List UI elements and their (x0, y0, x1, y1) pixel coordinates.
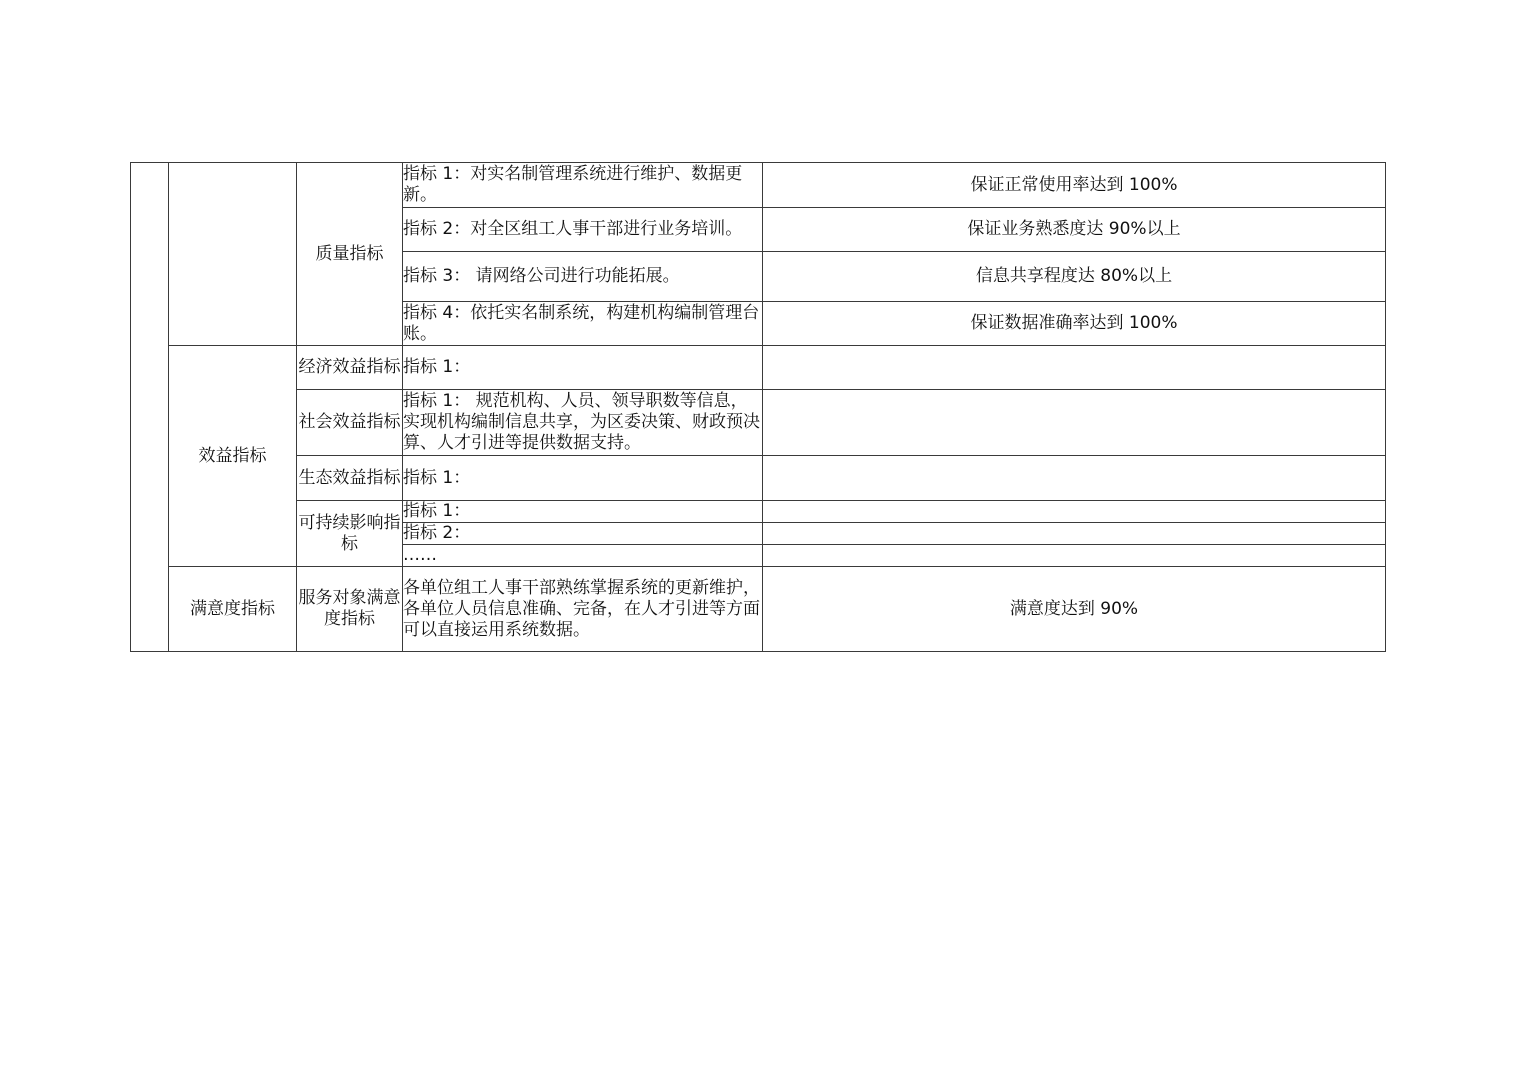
satisfaction-indicator-label: 满意度指标 (169, 567, 297, 652)
table-row (131, 456, 1386, 501)
economic-benefit-label: 经济效益指标 (297, 346, 403, 390)
sustainable-value-1 (763, 501, 1386, 523)
social-benefit-label: 社会效益指标 (297, 390, 403, 456)
first-level-column-blank (131, 163, 169, 652)
service-target-satisfaction-label: 服务对象满意度指标 (297, 567, 403, 652)
quality-indicator-4: 指标 4：依托实名制系统，构建机构编制管理台账。 (403, 302, 763, 346)
quality-indicator-label: 质量指标 (297, 163, 403, 346)
social-value-1 (763, 390, 1386, 456)
satisfaction-value: 满意度达到 90% (763, 567, 1386, 652)
output-indicator-blank-cell (169, 163, 297, 346)
quality-indicator-1: 指标 1：对实名制管理系统进行维护、数据更新。 (403, 163, 763, 208)
social-indicator-1: 指标 1： 规范机构、人员、领导职数等信息，实现机构编制信息共享，为区委决策、财政预决算、人才引进等提供数据支持。 (403, 390, 763, 456)
table-row (131, 346, 1386, 390)
table-row (131, 567, 1386, 652)
sustainable-indicator-ellipsis: …… (403, 545, 763, 567)
benefit-indicator-label: 效益指标 (169, 346, 297, 567)
ecological-benefit-label: 生态效益指标 (297, 456, 403, 501)
ecological-value-1 (763, 456, 1386, 501)
quality-value-2: 保证业务熟悉度达 90%以上 (763, 208, 1386, 252)
quality-value-3: 信息共享程度达 80%以上 (763, 252, 1386, 302)
performance-indicator-table (130, 162, 1386, 652)
sustainable-indicator-1: 指标 1： (403, 501, 763, 523)
sustainable-impact-label: 可持续影响指标 (297, 501, 403, 567)
sustainable-value-3 (763, 545, 1386, 567)
sustainable-value-2 (763, 523, 1386, 545)
table-row (131, 390, 1386, 456)
economic-indicator-1: 指标 1： (403, 346, 763, 390)
table-row (131, 163, 1386, 208)
satisfaction-indicator-text: 各单位组工人事干部熟练掌握系统的更新维护，各单位人员信息准确、完备，在人才引进等方面可以直接运用系统数据。 (403, 567, 763, 652)
sustainable-indicator-2: 指标 2： (403, 523, 763, 545)
quality-indicator-2: 指标 2：对全区组工人事干部进行业务培训。 (403, 208, 763, 252)
ecological-indicator-1: 指标 1： (403, 456, 763, 501)
table-row (131, 501, 1386, 523)
quality-indicator-3: 指标 3： 请网络公司进行功能拓展。 (403, 252, 763, 302)
quality-value-1: 保证正常使用率达到 100% (763, 163, 1386, 208)
economic-value-1 (763, 346, 1386, 390)
quality-value-4: 保证数据准确率达到 100% (763, 302, 1386, 346)
